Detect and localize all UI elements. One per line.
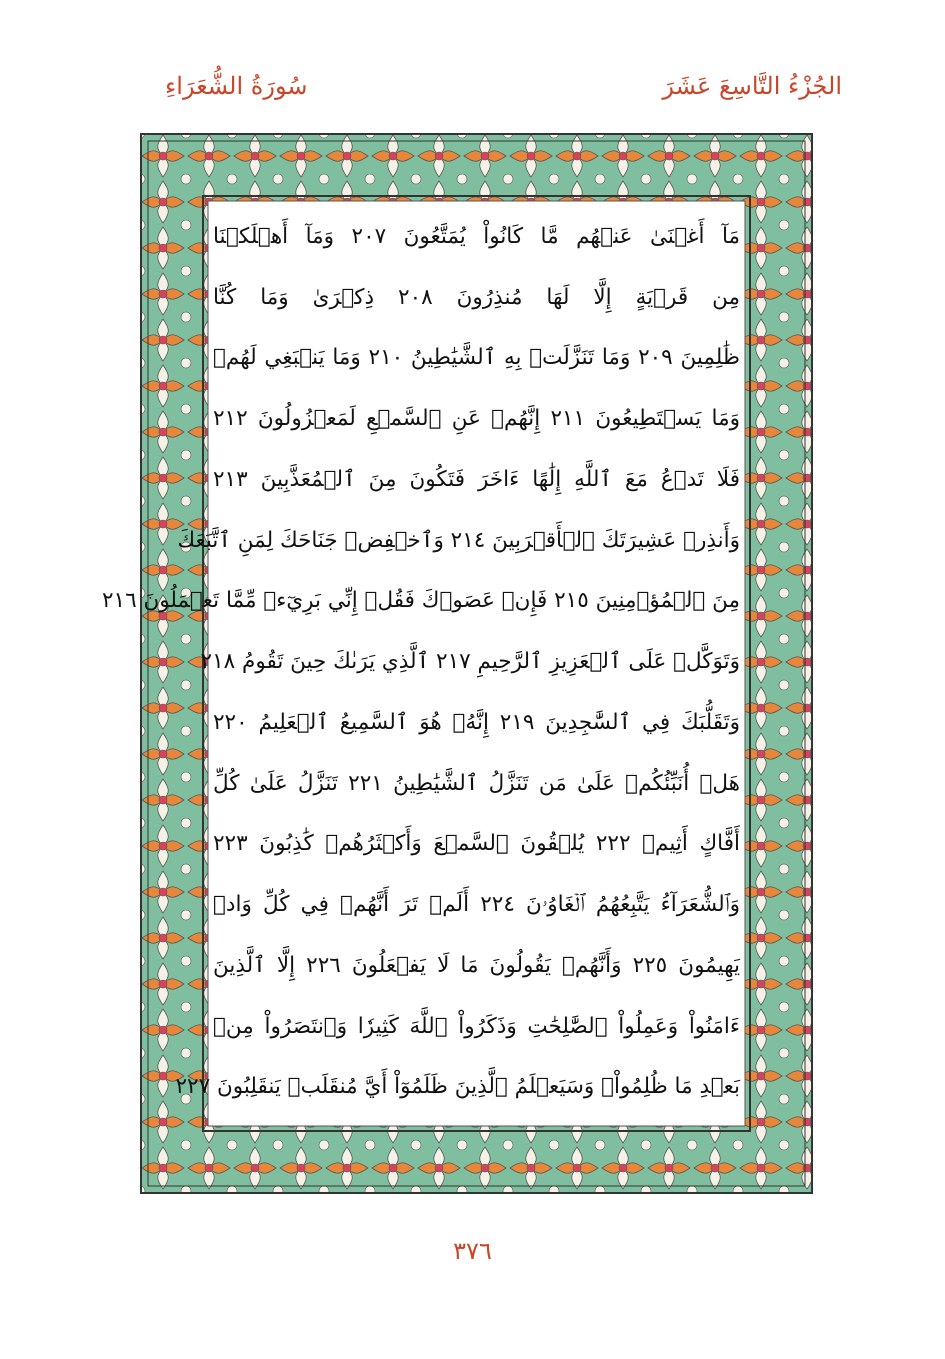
text-line: أَفَّاكٍ أَثِيمٖ ٢٢٢ يُلۡقُونَ ٱلسَّمۡعَ وَأَكۡثَرُهُمۡ كَٰذِبُونَ ٢٢٣ [213,831,740,856]
juz-title: الجُزْءُ التَّاسِعَ عَشَرَ [662,72,842,100]
quran-text-block [101,209,741,1121]
text-line: مِنَ ٱلۡمُؤۡمِنِينَ ٢١٥ فَإِنۡ عَصَوۡكَ فَقُلۡ إِنِّي بَرِيٓءٞ مِّمَّا تَعۡمَلُونَ ٢١٦ [101,588,740,613]
text-line: مِن قَرۡيَةٍ إِلَّا لَهَا مُنذِرُونَ ٢٠٨ ذِكۡرَىٰ وَمَا كُنَّا [213,285,740,310]
text-line: وَأَنذِرۡ عَشِيرَتَكَ ٱلۡأَقۡرَبِينَ ٢١٤ وَٱخۡفِضۡ جَنَاحَكَ لِمَنِ ٱتَّبَعَكَ [177,528,740,553]
text-line: ظَٰلِمِينَ ٢٠٩ وَمَا تَنَزَّلَتۡ بِهِ ٱلشَّيَٰطِينُ ٢١٠ وَمَا يَنۢبَغِي لَهُمۡ [213,345,740,370]
text-line: وَتَقَلُّبَكَ فِي ٱلسَّٰجِدِينَ ٢١٩ إِنَّهُۥ هُوَ ٱلسَّمِيعُ ٱلۡعَلِيمُ ٢٢٠ [213,710,741,735]
text-line: فَلَا تَدۡعُ مَعَ ٱللَّهِ إِلَٰهًا ءَاخَرَ فَتَكُونَ مِنَ ٱلۡمُعَذَّبِينَ ٢١٣ [213,467,740,492]
text-line: وَٱلشُّعَرَآءُ يَتَّبِعُهُمُ ٱلۡغَاوُۥنَ ٢٢٤ أَلَمۡ تَرَ أَنَّهُمۡ فِي كُلِّ وَادٖ [213,892,740,917]
text-line: يَهِيمُونَ ٢٢٥ وَأَنَّهُمۡ يَقُولُونَ مَا لَا يَفۡعَلُونَ ٢٢٦ إِلَّا ٱلَّذِينَ [213,953,740,978]
text-line: وَمَا يَسۡتَطِيعُونَ ٢١١ إِنَّهُمۡ عَنِ ٱلسَّمۡعِ لَمَعۡزُولُونَ ٢١٢ [213,406,740,431]
text-line: ءَامَنُواْ وَعَمِلُواْ ٱلصَّٰلِحَٰتِ وَذَكَرُواْ ٱللَّهَ كَثِيرٗا وَٱنتَصَرُواْ مِنۢ [213,1014,740,1039]
text-line: هَلۡ أُنَبِّئُكُمۡ عَلَىٰ مَن تَنَزَّلُ ٱلشَّيَٰطِينُ ٢٢١ تَنَزَّلُ عَلَىٰ كُلِّ [213,771,740,796]
page-number: ٣٧٦ [453,1237,492,1265]
page-header [0,72,945,112]
text-line: بَعۡدِ مَا ظُلِمُواْۗ وَسَيَعۡلَمُ ٱلَّذِينَ ظَلَمُوٓاْ أَيَّ مُنقَلَبٖ يَنقَلِبُونَ ٢٢٧ [175,1074,740,1099]
surah-title: سُورَةُ الشُّعَرَاءِ [165,72,308,100]
text-line: مَآ أَغۡنَىٰ عَنۡهُم مَّا كَانُواْ يُمَتَّعُونَ ٢٠٧ وَمَآ أَهۡلَكۡنَا [213,224,741,249]
text-line: وَتَوَكَّلۡ عَلَى ٱلۡعَزِيزِ ٱلرَّحِيمِ ٢١٧ ٱلَّذِي يَرَىٰكَ حِينَ تَقُومُ ٢١٨ [200,649,740,674]
